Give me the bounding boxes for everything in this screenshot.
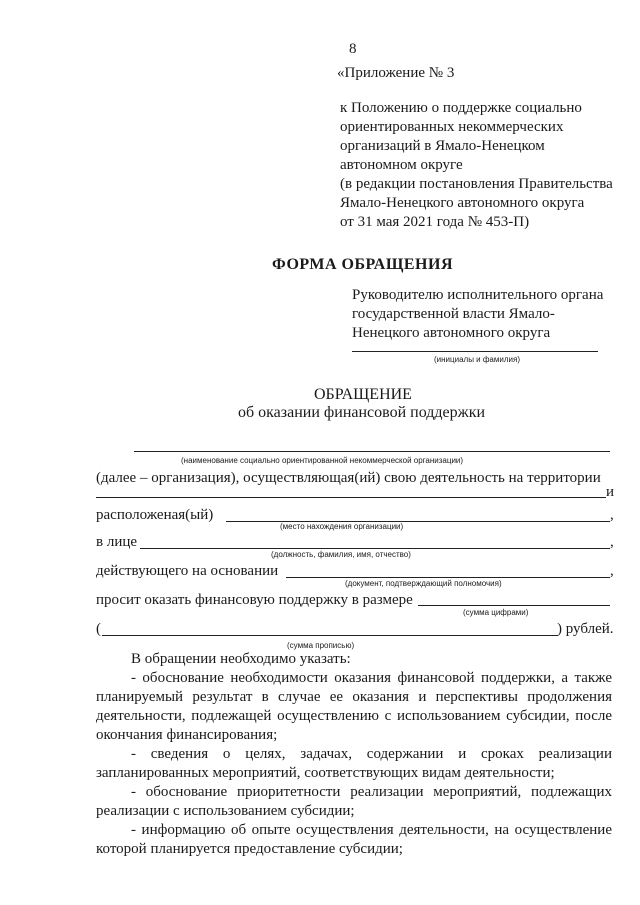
appendix-line: Ямало-Ненецкого автономного округа: [340, 195, 585, 211]
represented-label: в лице: [96, 534, 138, 550]
body-paragraph: - сведения о целях, задачах, содержании и сроках реализации запланированных мероприятий, соответствующих видам деятельности;: [96, 746, 612, 781]
amount-words-caption: (сумма прописью): [287, 641, 355, 650]
acting-label: действующего на основании: [96, 563, 279, 579]
addressee-line: Руководителю исполнительного органа: [352, 287, 604, 303]
appeal-subheading: об оказании финансовой поддержки: [238, 404, 486, 421]
addressee-line: государственной власти Ямало-: [352, 306, 555, 322]
open-paren: (: [96, 621, 101, 637]
comma: ,: [610, 534, 614, 550]
appendix-title: «Приложение № 3: [337, 65, 455, 81]
body-intro: В обращении необходимо указать:: [131, 651, 351, 667]
body-paragraph: - информацию об опыте осуществления деятельности, на осуществление которой планируется предоставление субсидии;: [96, 822, 612, 857]
document-caption: (документ, подтверждающий полномочия): [345, 579, 502, 588]
appeal-heading: ОБРАЩЕНИЕ: [314, 386, 412, 403]
appendix-line: к Положению о поддержке социально: [340, 100, 582, 116]
org-name-line: [134, 451, 610, 452]
form-title: ФОРМА ОБРАЩЕНИЯ: [272, 256, 453, 273]
addressee-name-line: [352, 351, 598, 352]
comma: ,: [610, 507, 614, 523]
located-label: расположеная(ый): [96, 507, 214, 523]
appendix-line: ориентированных некоммерческих: [340, 119, 564, 135]
amount-digits-caption: (сумма цифрами): [463, 608, 529, 617]
body-paragraph: - обоснование приоритетности реализации мероприятий, подлежащих реализации с использованием субсидии;: [96, 784, 612, 819]
appendix-line: от 31 мая 2021 года № 453-П): [340, 214, 530, 230]
amount-digits-line: [418, 605, 610, 606]
document-line: [286, 577, 610, 578]
addressee-line: Ненецкого автономного округа: [352, 325, 551, 341]
comma: ,: [610, 563, 614, 579]
person-line: [140, 548, 610, 549]
appendix-line: автономном округе: [340, 157, 463, 173]
amount-words-line: [102, 635, 558, 636]
appendix-line: организаций в Ямало-Ненецком: [340, 138, 545, 154]
rubles-text: ) рублей.: [557, 621, 614, 637]
territory-line: [96, 497, 606, 498]
person-caption: (должность, фамилия, имя, отчество): [271, 550, 411, 559]
addressee-caption: (инициалы и фамилия): [434, 355, 520, 364]
request-label: просит оказать финансовую поддержку в размере: [96, 592, 413, 608]
page-number: 8: [349, 41, 357, 57]
and-text: и: [606, 484, 615, 500]
location-caption: (место нахождения организации): [280, 522, 404, 531]
body-paragraph: - обоснование необходимости оказания финансовой поддержки, а также планируемый результат в случае ее оказания и перспективы продолжения деятельности, подлежащей осуществлению с использованием субсидии, после окончания финансирования;: [96, 670, 612, 743]
org-name-caption: (наименование социально ориентированной некоммерческой организации): [181, 456, 464, 465]
further-text: (далее – организация), осуществляющая(ий) свою деятельность на территории: [96, 470, 601, 486]
appendix-line: (в редакции постановления Правительства: [340, 176, 613, 192]
